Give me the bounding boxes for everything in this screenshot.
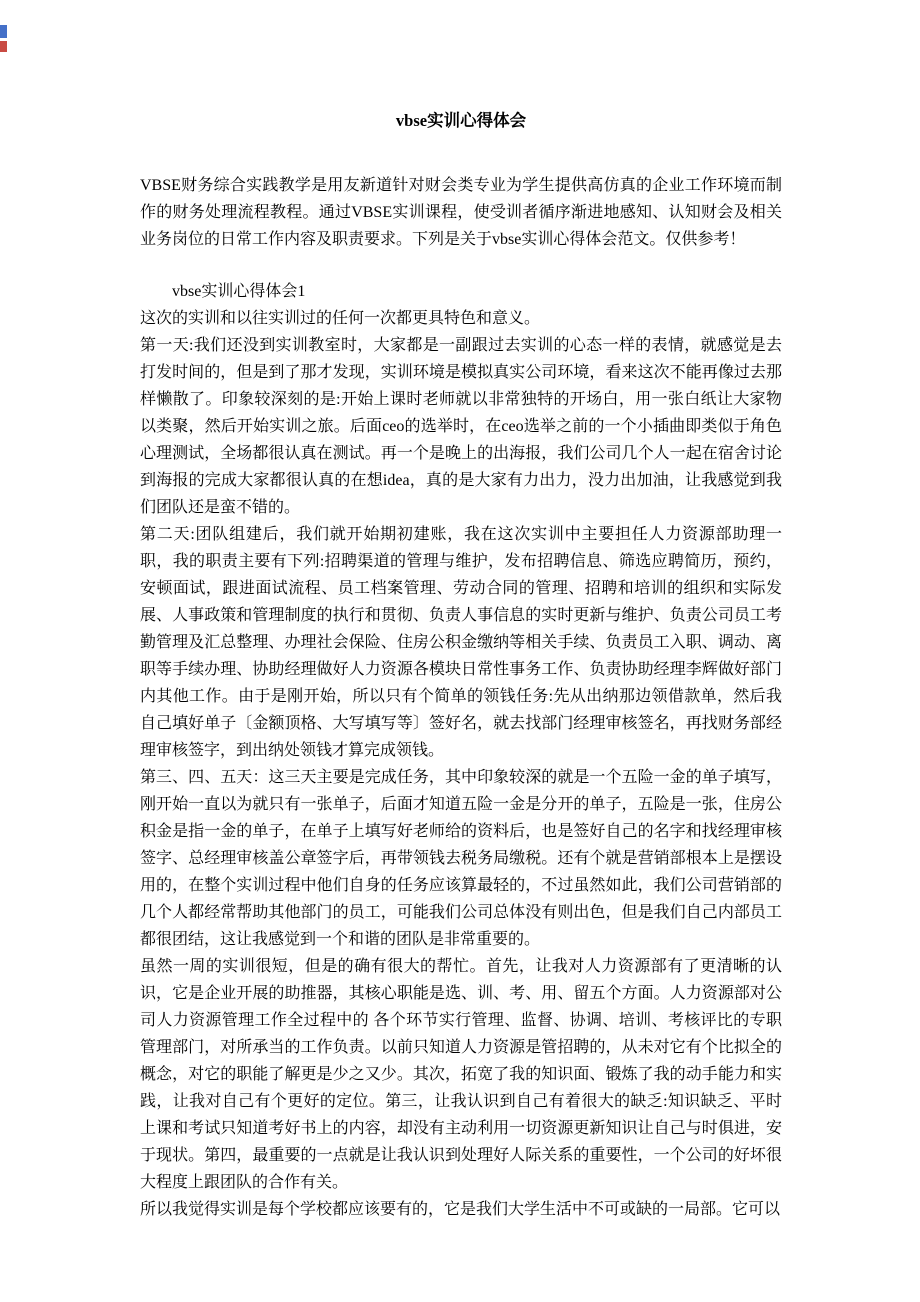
section-heading: vbse实训心得体会1 (172, 283, 306, 300)
document-body (140, 107, 782, 1223)
edge-marker-blue (0, 25, 7, 38)
body-paragraph: 虽然一周的实训很短，但是的确有很大的帮忙。首先，让我对人力资源部有了更清晰的认识，它是企业开展的助推器，其核心职能是选、训、考、用、留五个方面。人力资源部对公司人力资源管理工作全过程中的 各个环节实行管理、监督、协调、培训、考核评比的专职管理部门，对所承当的工作负责。以前只知道人力资源是管招聘的，从未对它有个比拟全的概念，对它的职能了解更是少之又少。其次，拓宽了我的知识面、锻炼了我的动手能力和实践，让我对自己有个更好的定位。第三，让我认识到自己有着很大的缺乏:知识缺乏、平时上课和考试只知道考好书上的内容，却没有主动利用一切资源更新知识让自己与时俱进，安于现状。第四，最重要的一点就是让我认识到处理好人际关系的重要性，一个公司的好坏很大程度上跟团队的合作有关。 (140, 958, 782, 1191)
body-paragraph: 所以我觉得实训是每个学校都应该要有的，它是我们大学生活中不可或缺的一局部。它可以 (140, 1201, 781, 1218)
body-paragraph: 第一天:我们还没到实训教室时，大家都是一副跟过去实训的心态一样的表情，就感觉是去打发时间的，但是到了那才发现，实训环境是模拟真实公司环境，看来这次不能再像过去那样懒散了。印象较深刻的是:开始上课时老师就以非常独特的开场白，用一张白纸让大家物以类聚，然后开始实训之旅。后面ceo的选举时，在ceo选举之前的一个小插曲即类似于角色心理测试，全场都很认真在测试。再一个是晚上的出海报，我们公司几个人一起在宿舍讨论到海报的完成大家都很认真的在想idea，真的是大家有力出力，没力出加油，让我感觉到我们团队还是蛮不错的。 (140, 337, 782, 516)
intro-paragraph: VBSE财务综合实践教学是用友新道针对财会类专业为学生提供高仿真的企业工作环境而制作的财务处理流程教程。通过VBSE实训课程，使受训者循序渐进地感知、认知财会及相关业务岗位的日常工作内容及职责要求。下列是关于vbse实训心得体会范文。仅供参考！ (140, 177, 782, 248)
body-paragraph: 第二天:团队组建后，我们就开始期初建账，我在这次实训中主要担任人力资源部助理一职，我的职责主要有下列:招聘渠道的管理与维护，发布招聘信息、筛选应聘简历，预约，安顿面试，跟进面试流程、员工档案管理、劳动合同的管理、招聘和培训的组织和实际发展、人事政策和管理制度的执行和贯彻、负责人事信息的实时更新与维护、负责公司员工考勤管理及汇总整理、办理社会保险、住房公积金缴纳等相关手续、负责员工入职、调动、离职等手续办理、协助经理做好人力资源各模块日常性事务工作、负责协助经理李辉做好部门内其他工作。由于是刚开始，所以只有个简单的领钱任务:先从出纳那边领借款单，然后我自己填好单子〔金额顶格、大写填写等〕签好名，就去找部门经理审核签名，再找财务部经理审核签字，到出纳处领钱才算完成领钱。 (140, 526, 782, 759)
body-paragraph: 第三、四、五天：这三天主要是完成任务，其中印象较深的就是一个五险一金的单子填写，刚开始一直以为就只有一张单子，后面才知道五险一金是分开的单子，五险是一张，住房公积金是指一金的单子，在单子上填写好老师给的资料后，也是签好自己的名字和找经理审核签字、总经理审核盖公章签字后，再带领钱去税务局缴税。还有个就是营销部根本上是摆设用的，在整个实训过程中他们自身的任务应该算最轻的，不过虽然如此，我们公司营销部的几个人都经常帮助其他部门的员工，可能我们公司总体没有则出色，但是我们自己内部员工都很团结，这让我感觉到一个和谐的团队是非常重要的。 (140, 769, 782, 948)
document-title: vbse实训心得体会 (395, 111, 527, 130)
edge-marker-red (0, 41, 7, 52)
body-paragraph: 这次的实训和以往实训过的任何一次都更具特色和意义。 (140, 310, 541, 327)
